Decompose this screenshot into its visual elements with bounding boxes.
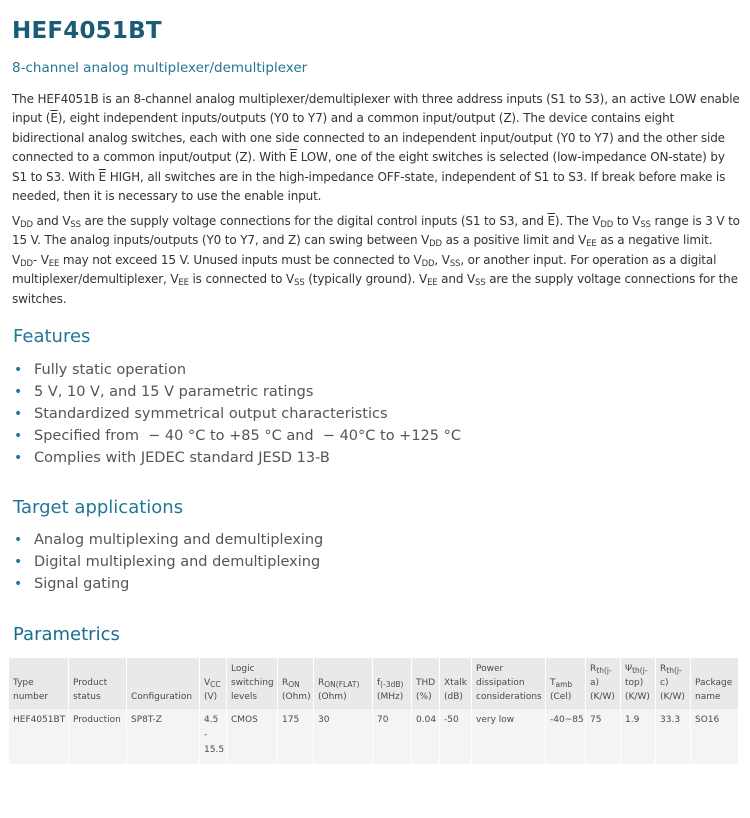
col-thd[interactable]: THD (%) [412, 658, 440, 709]
col-power-dissipation[interactable]: Power dissipation considerations [472, 658, 546, 709]
col-tamb[interactable]: $T_{amb}$ (Cel) [546, 658, 586, 709]
list-item: • Standardized symmetrical output characteristics [12, 403, 461, 425]
list-item: • Digital multiplexing and demultiplexing [12, 551, 323, 573]
col-xtalk[interactable]: Xtalk (dB) [440, 658, 472, 709]
bullet-icon: • [14, 576, 23, 592]
enable-overline: $\overline{E}$ [98, 169, 107, 184]
table-header-row [9, 658, 739, 709]
enable-overline: $\overline{E}$ [289, 150, 298, 165]
bullet-icon: • [14, 406, 23, 422]
col-f-3db[interactable]: $f_{(-3dB)}$ (MHz) [373, 658, 412, 709]
col-ron-flat[interactable]: $R_{ON(FLAT)}$ (Ohm) [314, 658, 373, 709]
bullet-icon: • [14, 362, 23, 378]
col-package-name[interactable]: Package name [691, 658, 739, 709]
cell-ron: 175 [278, 709, 314, 764]
list-item: • Specified from − 40 °C to +85 °C and − 40°C to +125 °C [12, 425, 461, 447]
cell-package-name: SO16 [691, 709, 739, 764]
cell-rth-jc: 33.3 [656, 709, 691, 764]
cell-type-number[interactable]: HEF4051BT [9, 709, 69, 764]
list-item: • 5 V, 10 V, and 15 V parametric ratings [12, 381, 461, 403]
list-item: • Signal gating [12, 573, 323, 595]
features-list [12, 359, 461, 469]
col-product-status[interactable]: Product status [69, 658, 127, 709]
cell-rth-ja: 75 [586, 709, 621, 764]
table-row [9, 709, 739, 764]
cell-tamb: -40~85 [546, 709, 586, 764]
col-rth-ja[interactable]: $R_{th(j-}$ a) (K/W) [586, 658, 621, 709]
col-rth-jc[interactable]: $R_{th(j-}$ c) (K/W) [656, 658, 691, 709]
bullet-icon: • [14, 532, 23, 548]
parametrics-table-wrap [9, 658, 739, 764]
cell-thd: 0.04 [412, 709, 440, 764]
cell-product-status: Production [69, 709, 127, 764]
applications-heading: Target applications [13, 497, 184, 518]
cell-f-3db: 70 [373, 709, 412, 764]
applications-list [12, 529, 323, 595]
bullet-icon: • [14, 384, 23, 400]
enable-overline: $\overline{E}$ [50, 111, 58, 126]
col-psi-jtop[interactable]: $\Psi_{th(j-}$ top) (K/W) [621, 658, 656, 709]
bullet-icon: • [14, 554, 23, 570]
col-ron[interactable]: $R_{ON}$ (Ohm) [278, 658, 314, 709]
bullet-icon: • [14, 428, 23, 444]
features-heading: Features [13, 326, 91, 347]
col-configuration[interactable]: Configuration [127, 658, 200, 709]
list-item: • Fully static operation [12, 359, 461, 381]
parametrics-heading: Parametrics [13, 624, 120, 645]
cell-logic-levels: CMOS [227, 709, 278, 764]
cell-ron-flat: 30 [314, 709, 373, 764]
cell-power-dissipation: very low [472, 709, 546, 764]
list-item: • Complies with JEDEC standard JESD 13-B [12, 447, 461, 469]
cell-psi-jtop: 1.9 [621, 709, 656, 764]
bullet-icon: • [14, 450, 23, 466]
col-vcc[interactable]: $V_{CC}$ (V) [200, 658, 227, 709]
cell-vcc: 4.5 - 15.5 [200, 709, 227, 764]
page-subtitle: 8-channel analog multiplexer/demultiplexer [12, 60, 308, 76]
col-logic-levels[interactable]: Logic switching levels [227, 658, 278, 709]
description-paragraph-1: The HEF4051B is an 8-channel analog multiplexer/demultiplexer with three address inputs (S1 to S3), an active LOW enable input $(\overline{E})$, eight independent inputs/outputs (Y0 to Y7) and a common input/output (Z). The device contains eight bidirectional analog switches, each with one side connected to an independent input/output (Y0 to Y7) and the other side connected to a common input/output (Z). With $\overline{E}$ LOW, one of the eight switches is selected (low-impedance ON-state) by S1 to S3. With $\overline{E}$ HIGH, all switches are in the high-impedance OFF-state, independent of S1 to S3. If break before make is needed, then it is necessary to use the enable input. [12, 92, 740, 204]
parametrics-table [9, 658, 739, 764]
cell-xtalk: -50 [440, 709, 472, 764]
description-paragraph-2: $V_{DD}$ and $V_{SS}$ are the supply voltage connections for the digital control inputs (S1 to S3, and $\overline{E}$). The $V_{DD}$ to $V_{SS}$ range is 3 V to 15 V. The analog inputs/outputs (Y0 to Y7, and Z) can swing between $V_{DD}$ as a positive limit and $V_{EE}$ as a negative limit. $V_{DD}-$ $V_{EE}$ may not exceed 15 V. Unused inputs must be connected to $V_{DD}$, $V_{SS}$, or another input. For operation as a digital multiplexer/demultiplexer, $V_{EE}$ is connected to $V_{SS}$ (typically ground). $V_{EE}$ and $V_{SS}$ are the supply voltage connections for the switches. [12, 214, 740, 306]
col-type-number[interactable]: Type number [9, 658, 69, 709]
list-item: • Analog multiplexing and demultiplexing [12, 529, 323, 551]
page-title: HEF4051BT [12, 18, 162, 44]
cell-configuration: SP8T-Z [127, 709, 200, 764]
